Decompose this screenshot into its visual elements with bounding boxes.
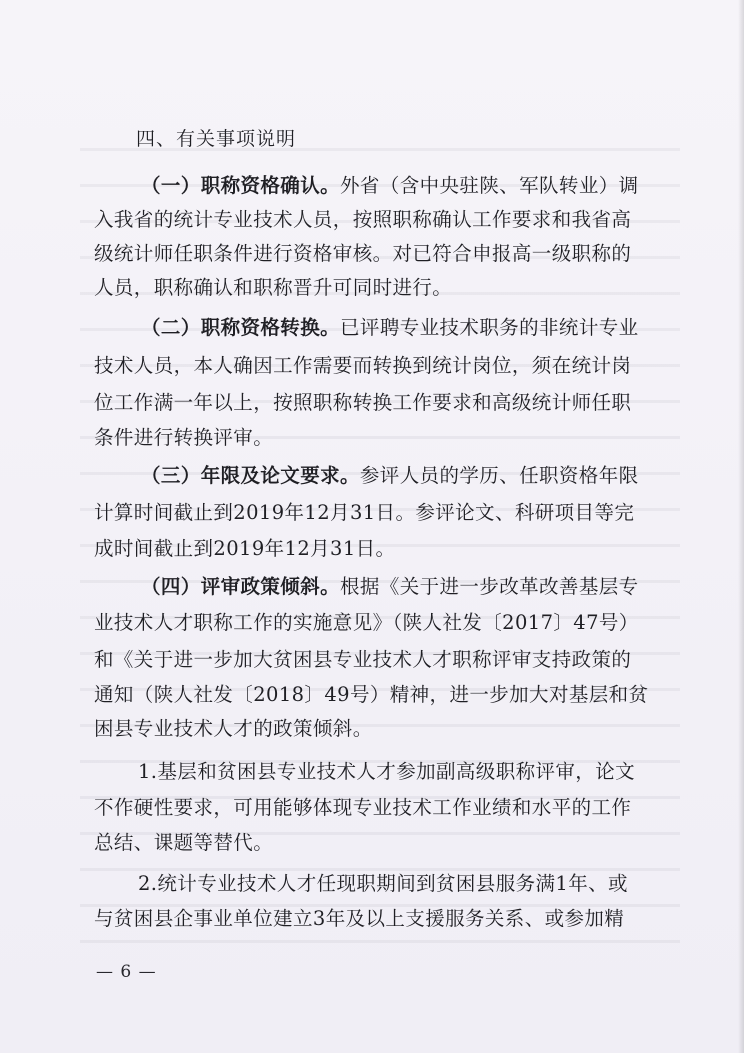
paragraph-4-line-3: 和《关于进一步加大贫困县专业技术人才职称评审支持政策的 bbox=[94, 648, 632, 671]
paragraph-3-heading: （三）年限及论文要求。 bbox=[141, 464, 360, 487]
paragraph-1-line-4: 人员，职称确认和职称晋升可同时进行。 bbox=[94, 276, 453, 299]
page-edge-shadow bbox=[738, 0, 744, 1053]
paragraph-3-line-3: 成时间截止到2019年12月31日。 bbox=[94, 537, 396, 560]
paragraph-2-line-2: 技术人员，本人确因工作需要而转换到统计岗位，须在统计岗 bbox=[94, 354, 632, 377]
paragraph-1-line-2: 入我省的统计专业技术人员，按照职称确认工作要求和我省高 bbox=[94, 208, 632, 231]
paragraph-4-heading: （四）评审政策倾斜。 bbox=[141, 575, 341, 598]
paragraph-1-first-line bbox=[141, 172, 639, 200]
item-1-line-1: 1.基层和贫困县专业技术人才参加副高级职称评审，论文 bbox=[138, 760, 636, 783]
paragraph-4-line-1: 根据《关于进一步改革改善基层专 bbox=[340, 575, 639, 598]
page-number: — 6 — bbox=[96, 962, 157, 982]
item-2-line-1: 2.统计专业技术人才任现职期间到贫困县服务满1年、或 bbox=[138, 872, 628, 895]
paragraph-1-heading: （一）职称资格确认。 bbox=[141, 174, 341, 197]
paragraph-4-line-2: 业技术人才职称工作的实施意见》（陕人社发〔2017〕47号） bbox=[94, 611, 639, 634]
paragraph-2-line-4: 条件进行转换评审。 bbox=[94, 426, 274, 449]
item-1-line-2: 不作硬性要求，可用能够体现专业技术工作业绩和水平的工作 bbox=[94, 796, 632, 819]
paragraph-1-line-3: 级统计师任职条件进行资格审核。对已符合申报高一级职称的 bbox=[94, 242, 632, 265]
paragraph-2-heading: （二）职称资格转换。 bbox=[141, 316, 341, 339]
paragraph-4-line-5: 困县专业技术人才的政策倾斜。 bbox=[94, 717, 373, 740]
paragraph-2-line-1: 已评聘专业技术职务的非统计专业 bbox=[340, 316, 639, 339]
paragraph-4-line-4: 通知（陕人社发〔2018〕49号）精神，进一步加大对基层和贫 bbox=[94, 683, 649, 706]
item-1-line-3: 总结、课题等替代。 bbox=[94, 831, 274, 854]
paragraph-3-first-line bbox=[141, 462, 639, 490]
paragraph-2-first-line bbox=[141, 314, 639, 342]
item-2-line-2: 与贫困县企事业单位建立3年及以上支援服务关系、或参加精 bbox=[94, 907, 625, 930]
paragraph-3-line-1: 参评人员的学历、任职资格年限 bbox=[359, 464, 639, 487]
paragraph-1-line-1: 外省（含中央驻陕、军队转业）调 bbox=[340, 174, 639, 197]
paragraph-4-first-line bbox=[141, 573, 639, 601]
paragraph-2-line-3: 位工作满一年以上，按照职称转换工作要求和高级统计师任职 bbox=[94, 391, 632, 414]
section-title: 四、有关事项说明 bbox=[136, 128, 297, 150]
paragraph-3-line-2: 计算时间截止到2019年12月31日。参评论文、科研项目等完 bbox=[94, 501, 635, 524]
